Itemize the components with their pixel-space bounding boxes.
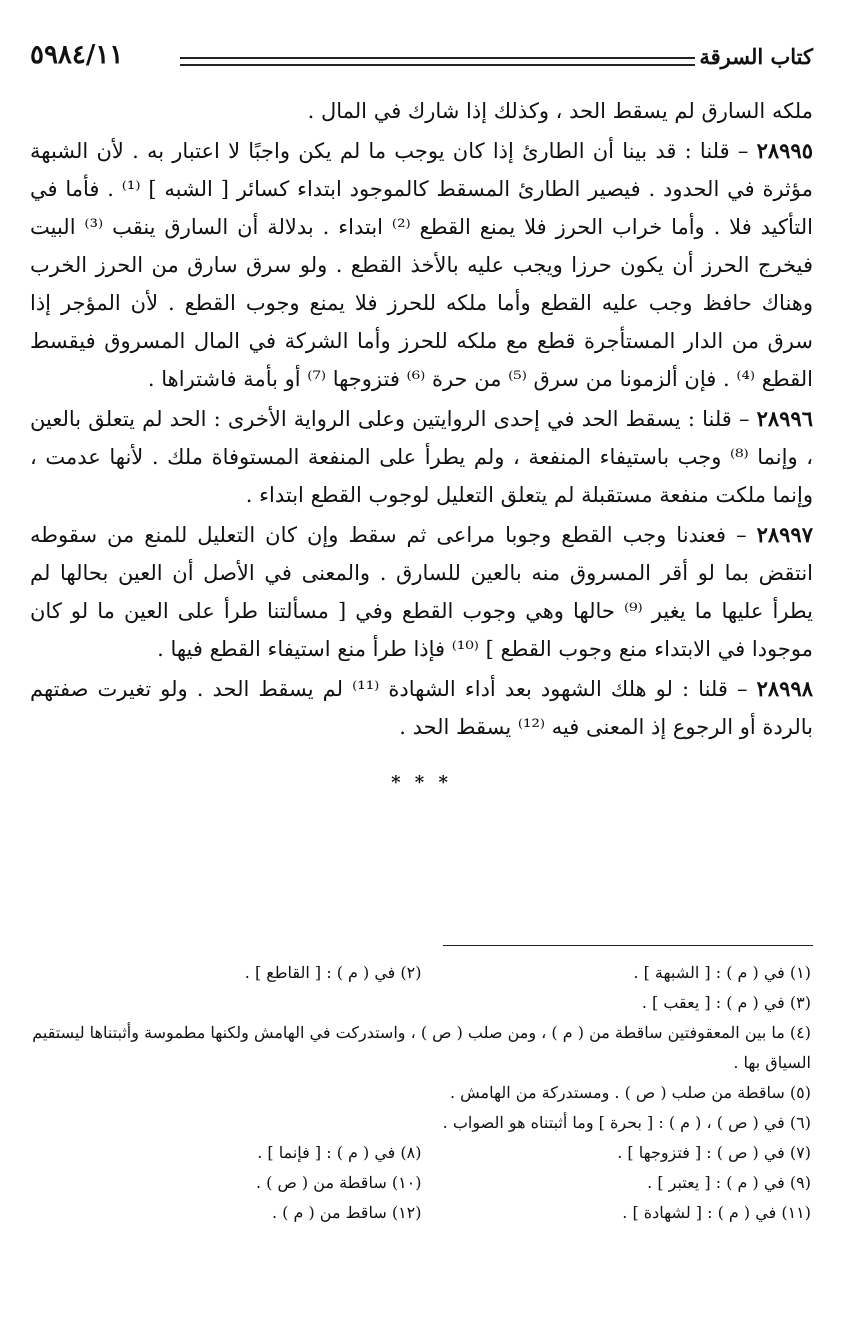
chapter-title: كتاب السرقة	[699, 44, 813, 69]
footnote: (١٢) ساقط من ( م ) .	[271, 1203, 422, 1222]
footnote: (٩) في ( م ) : [ يعتبر ] .	[647, 1173, 811, 1192]
paragraph	[30, 132, 813, 398]
paragraph-number: ٢٨٩٩٥	[756, 138, 813, 163]
paragraph-text: – فعندنا وجب القطع وجوبا مراعى ثم سقط وإن كان التعليل للمنع من سقوطه انتقض بما لو أقر المسروق منه بالعين للسارق . والمعنى في الأصل أن العين بحالها لم يطرأ عليها ما يغير ⁽⁹⁾ حالها وهي وجوب القطع وفي [ مسألتنا طرأ على العين ما لو كان موجودا في الابتداء منع وجوب القطع ] ⁽¹⁰⁾ فإذا طرأ منع استيفاء القطع فيها .	[30, 523, 813, 661]
paragraph-text: ملكه السارق لم يسقط الحد ، وكذلك إذا شارك في المال .	[307, 99, 813, 123]
footnote-row	[32, 1168, 811, 1198]
footnote: (٢) في ( م ) : [ القاطع ] .	[244, 963, 422, 982]
running-header	[30, 40, 813, 80]
footnote: (١) في ( م ) : [ الشبهة ] .	[633, 963, 811, 982]
footnote: (٤) ما بين المعقوفتين ساقطة من ( م ) ، ومن صلب ( ص ) ، واستدركت في الهامش ولكنها مطموسة وأثبتناها ليستقيم السياق بها .	[32, 1023, 811, 1072]
footnote: (١٠) ساقطة من ( ص ) .	[256, 1173, 422, 1192]
footnote: (٣) في ( م ) : [ يعقب ] .	[641, 993, 811, 1012]
paragraph-number: ٢٨٩٩٦	[756, 406, 813, 431]
paragraph	[30, 516, 813, 668]
footnote: (٦) في ( ص ) ، ( م ) : [ بحرة ] وما أثبتناه هو الصواب .	[442, 1113, 811, 1132]
paragraph	[30, 400, 813, 514]
paragraph	[30, 92, 813, 130]
header-double-rule	[180, 57, 695, 66]
paragraph-text: – قلنا : لو هلك الشهود بعد أداء الشهادة ⁽¹¹⁾ لم يسقط الحد . ولو تغيرت صفتهم بالردة أو الرجوع إذ المعنى فيه ⁽¹²⁾ يسقط الحد .	[30, 677, 813, 739]
paragraph	[30, 670, 813, 746]
footnote: (٥) ساقطة من صلب ( ص ) . ومستدركة من الهامش .	[449, 1083, 811, 1102]
footnote-row	[32, 1138, 811, 1168]
footnote: (٨) في ( م ) : [ فإنما ] .	[257, 1143, 422, 1162]
section-separator: * * *	[391, 772, 452, 793]
footnote: (٧) في ( ص ) : [ فتزوجها ] .	[617, 1143, 811, 1162]
footnotes	[32, 958, 811, 1228]
main-text	[30, 92, 813, 802]
footnote-rule	[443, 945, 813, 946]
paragraph-text: – قلنا : قد بينا أن الطارئ إذا كان يوجب ما لم يكن واجبًا لا اعتبار به . لأن الشبهة مؤثرة في الحدود . فيصير الطارئ المسقط كالموجود ابتداء كسائر [ الشبه ] ⁽¹⁾ . فأما في التأكيد فلا . وأما خراب الحرز فلا يمنع القطع ⁽²⁾ ابتداء . بدلالة أن السارق ينقب ⁽³⁾ البيت فيخرج الحرز أن يكون حرزا ويجب عليه بالأخذ القطع . ولو سرق سارق من الحرز الخرب وهناك حافظ وجب عليه القطع وأما ملكه للحرز فلا يمنع وجوب القطع . لأن المؤجر إذا سرق من الدار المستأجرة قطع مع ملكه للحرز وأما الشركة في المال المسروق فيقسط القطع ⁽⁴⁾ . فإن ألزمونا من سرق ⁽⁵⁾ من حرة ⁽⁶⁾ فتزوجها ⁽⁷⁾ أو بأمة فاشتراها .	[30, 139, 813, 391]
page-reference: ٥٩٨٤/١١	[30, 40, 124, 70]
paragraph-number: ٢٨٩٩٨	[756, 676, 813, 701]
paragraph-text: – قلنا : يسقط الحد في إحدى الروايتين وعلى الرواية الأخرى : الحد لم يتعلق بالعين ، وإنما ⁽⁸⁾ وجب باستيفاء المنفعة ، ولم يطرأ على المنفعة المستوفاة ملك . لأنها عدمت ، وإنما ملكت منفعة مستقبلة لم يتعلق التعليل لوجوب القطع ابتداء .	[30, 407, 813, 507]
footnote-row	[32, 1198, 811, 1228]
footnote: (١١) في ( م ) : [ لشهادة ] .	[622, 1203, 811, 1222]
paragraph-number: ٢٨٩٩٧	[756, 522, 813, 547]
footnote-row	[32, 958, 811, 988]
